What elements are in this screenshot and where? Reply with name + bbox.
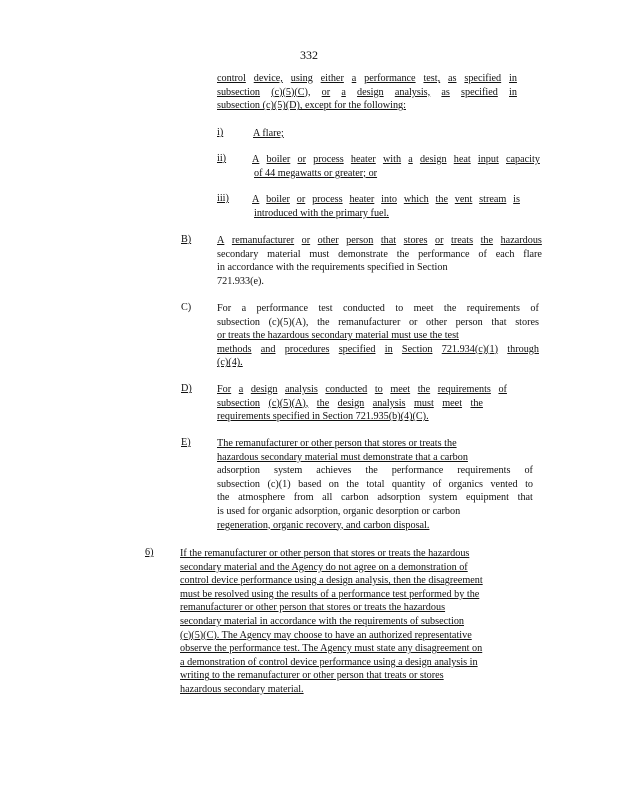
paragraph-line: secondary material in accordance with the requirements of subsection bbox=[180, 615, 465, 627]
exception-line: A flare; bbox=[253, 128, 284, 139]
item-line: For a design analysis conducted to meet the requirements of bbox=[217, 384, 507, 395]
item-text bbox=[217, 437, 533, 532]
paragraph-line: observe the performance test. The Agency must state any disagreement on bbox=[180, 643, 483, 655]
item-line: or treats the hazardous secondary material must use the test bbox=[217, 330, 459, 342]
page-number: 332 bbox=[300, 48, 318, 62]
item-line: subsection (c)(1) based on the total quantity of organics vented to bbox=[217, 478, 533, 490]
item-marker: D) bbox=[181, 383, 192, 394]
item-text bbox=[217, 383, 507, 424]
exception-line: A boiler or process heater into which the vent stream is bbox=[252, 194, 520, 205]
item-line: (c)(4). bbox=[217, 357, 243, 369]
exception-line: of 44 megawatts or greater; or bbox=[254, 167, 378, 179]
paragraph-line: writing to the remanufacturer or other person that treats or stores bbox=[180, 670, 444, 682]
intro-line: subsection (c)(5)(D), except for the following: bbox=[217, 100, 406, 112]
paragraph-line: remanufacturer or other person that stores or treats the hazardous bbox=[180, 602, 446, 614]
item-line: A remanufacturer or other person that stores or treats the hazardous bbox=[217, 235, 542, 246]
item-line: secondary material must demonstrate the performance of each flare bbox=[217, 248, 542, 260]
intro-paragraph bbox=[217, 72, 517, 113]
exception-marker: ii) bbox=[217, 153, 227, 164]
item-line: The remanufacturer or other person that stores or treats the bbox=[217, 438, 457, 449]
intro-line: subsection (c)(5)(C), or a design analysis, as specified in bbox=[217, 86, 517, 98]
paragraph-line: a demonstration of control device performance using a design analysis in bbox=[180, 656, 478, 668]
exception-line: A boiler or process heater with a design heat input capacity bbox=[252, 154, 540, 165]
exception-text bbox=[252, 193, 520, 220]
paragraph-line: secondary material and the Agency do not agree on a demonstration of bbox=[180, 561, 468, 573]
item-marker: E) bbox=[181, 437, 191, 448]
item-marker: B) bbox=[181, 234, 192, 245]
paragraph-text bbox=[180, 547, 542, 697]
item-line: requirements specified in Section 721.935(b)(4)(C). bbox=[217, 411, 429, 423]
item-line: in accordance with the requirements specified in Section bbox=[217, 262, 448, 274]
paragraph-marker: 6) bbox=[145, 547, 154, 558]
item-text bbox=[217, 302, 539, 370]
paragraph-line: (c)(5)(C). The Agency may choose to have an authorized representative bbox=[180, 629, 472, 641]
item-line: methods and procedures specified in Section 721.934(c)(1) through bbox=[217, 343, 539, 355]
item-line: 721.933(e). bbox=[217, 275, 264, 287]
item-text bbox=[217, 234, 542, 288]
item-line: regeneration, organic recovery, and carbon disposal. bbox=[217, 519, 430, 531]
item-marker: C) bbox=[181, 302, 192, 313]
exception-line: introduced with the primary fuel. bbox=[254, 207, 389, 219]
item-line: subsection (c)(5)(A), the design analysis must meet the bbox=[217, 397, 483, 409]
exception-marker: iii) bbox=[217, 193, 229, 204]
item-line: subsection (c)(5)(A), the remanufacturer or other person that stores bbox=[217, 316, 539, 328]
exception-text bbox=[253, 127, 284, 141]
exception-marker: i) bbox=[217, 127, 224, 138]
item-line: adsorption system achieves the performance requirements of bbox=[217, 465, 533, 477]
item-line: the atmosphere from all carbon adsorption system equipment that bbox=[217, 492, 533, 504]
intro-line: control device, using either a performance test, as specified in bbox=[217, 73, 517, 84]
paragraph-line: control device performance using a design analysis, then the disagreement bbox=[180, 575, 483, 587]
paragraph-line: If the remanufacturer or other person that stores or treats the hazardous bbox=[180, 548, 470, 559]
exception-text bbox=[252, 153, 540, 180]
paragraph-line: hazardous secondary material. bbox=[180, 683, 304, 695]
item-line: For a performance test conducted to meet the requirements of bbox=[217, 303, 539, 314]
item-line: is used for organic adsorption, organic desorption or carbon bbox=[217, 505, 461, 517]
paragraph-line: must be resolved using the results of a performance test performed by the bbox=[180, 588, 480, 600]
item-line: hazardous secondary material must demonstrate that a carbon bbox=[217, 451, 468, 463]
